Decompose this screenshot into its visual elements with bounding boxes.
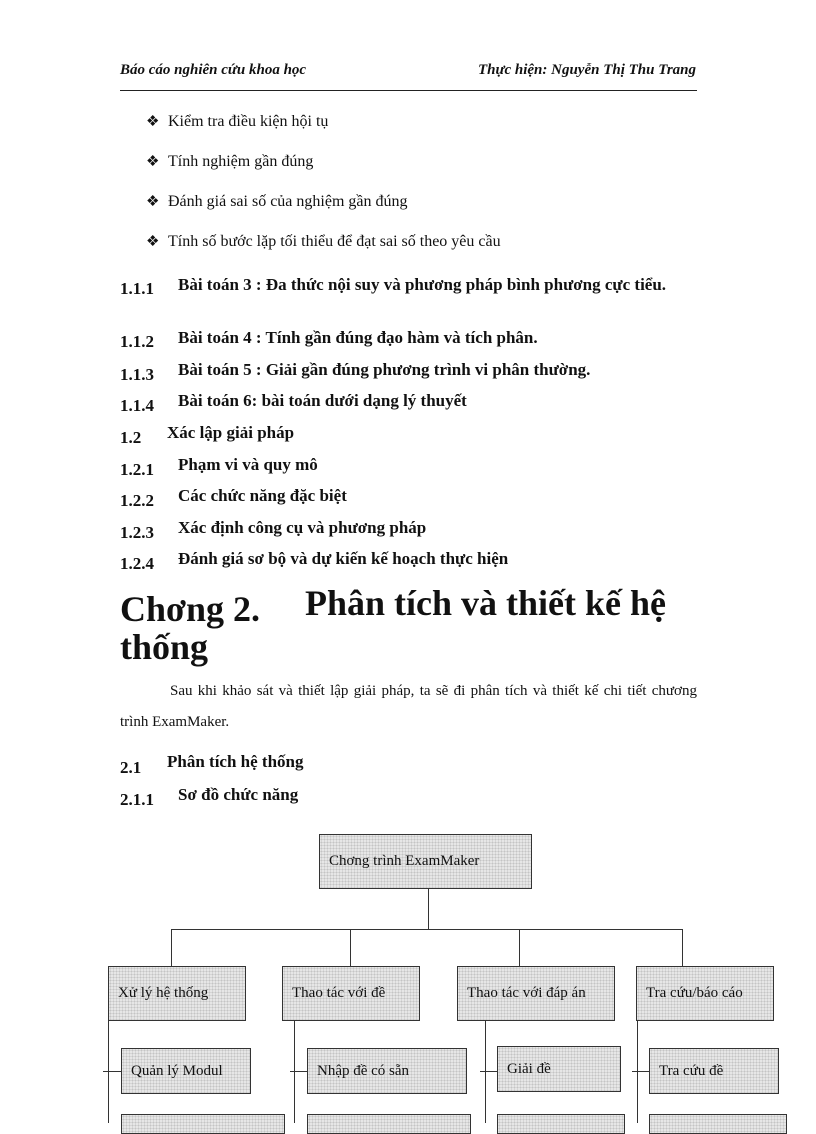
diagram-child-node: Quản lý Modul (121, 1048, 251, 1094)
heading-number: 1.2.3 (120, 523, 154, 542)
diagram-child-node (497, 1114, 625, 1134)
bullet-item (146, 152, 313, 171)
diagram-connector (480, 1071, 498, 1072)
diagram-connector (294, 1021, 295, 1123)
diagram-connector (103, 1071, 121, 1072)
header-left-title: Báo cáo nghiên cứu khoa học (120, 62, 307, 78)
diagram-connector (519, 929, 520, 966)
heading-number: 1.1.1 (120, 279, 154, 298)
diagram-connector (637, 1021, 638, 1123)
header-right-author: Thực hiện: Nguyễn Thị Thu Trang (477, 62, 696, 78)
diagram-connector (485, 1021, 486, 1123)
section-title: Phân tích hệ thống (167, 752, 304, 771)
diagram-branch-node: Tra cứu/báo cáo (636, 966, 774, 1021)
diamond-bullet-icon: ❖ (146, 194, 160, 210)
bullet-item (146, 112, 328, 131)
bullet-text: Kiểm tra điều kiện hội tụ (168, 113, 329, 130)
heading-number: 1.1.3 (120, 365, 154, 384)
bullet-text: Tính nghiệm gần đúng (168, 153, 314, 170)
heading-title: Bài toán 4 : Tính gần đúng đạo hàm và tích phân. (178, 328, 538, 347)
section-number: 2.1.1 (120, 790, 154, 809)
section-title: Sơ đồ chức năng (178, 785, 299, 804)
heading-number: 1.1.4 (120, 396, 154, 415)
bullet-item (146, 232, 501, 251)
diagram-root-node: Chơng trình ExamMaker (319, 834, 532, 889)
chapter-number: Chơng 2. (120, 589, 260, 629)
heading-title: Bài toán 6: bài toán dưới dạng lý thuyết (178, 391, 467, 410)
chapter-title-continued: thống (120, 627, 209, 667)
diamond-bullet-icon: ❖ (146, 154, 160, 170)
diagram-connector (171, 929, 682, 930)
diagram-connector (171, 929, 172, 966)
heading-number: 1.1.2 (120, 332, 154, 351)
diagram-connector (682, 929, 683, 966)
diagram-connector (108, 1021, 109, 1123)
heading-title: Bài toán 5 : Giải gần đúng phương trình vi phân thường. (178, 360, 591, 379)
bullet-text: Đánh giá sai số của nghiệm gần đúng (168, 193, 408, 210)
diagram-connector (350, 929, 351, 966)
heading-number: 1.2.1 (120, 460, 154, 479)
section-number: 2.1 (120, 758, 142, 777)
heading-number: 1.2.4 (120, 554, 154, 573)
diagram-connector (632, 1071, 649, 1072)
heading-title: Xác lập giải pháp (167, 423, 295, 442)
diagram-connector (290, 1071, 308, 1072)
header-divider (120, 90, 697, 91)
heading-title: Các chức năng đặc biệt (178, 486, 347, 505)
heading-number: 1.2 (120, 428, 142, 447)
diagram-branch-node: Thao tác với đáp án (457, 966, 615, 1021)
diagram-child-node: Nhập đề có sẵn (307, 1048, 467, 1094)
diagram-branch-node: Thao tác với đề (282, 966, 420, 1021)
diagram-child-node (649, 1114, 787, 1134)
diamond-bullet-icon: ❖ (146, 234, 160, 250)
bullet-item (146, 192, 408, 211)
diagram-connector (428, 889, 429, 929)
diamond-bullet-icon: ❖ (146, 114, 160, 130)
diagram-child-node: Tra cứu đề (649, 1048, 779, 1094)
diagram-child-node: Giải đề (497, 1046, 621, 1092)
heading-title: Phạm vi và quy mô (178, 455, 318, 474)
heading-title: Xác định công cụ và phương pháp (178, 518, 427, 537)
chapter-title: Phân tích và thiết kế hệ (305, 583, 667, 623)
heading-title: Bài toán 3 : Đa thức nội suy và phương pháp bình phương cực tiểu. (178, 275, 667, 294)
diagram-child-node (121, 1114, 285, 1134)
intro-paragraph: Sau khi khảo sát và thiết lập giải pháp, ta sẽ đi phân tích và thiết kế chi tiết chương trình ExamMaker. (120, 683, 697, 730)
bullet-text: Tính số bước lặp tối thiểu để đạt sai số theo yêu cầu (168, 233, 501, 250)
diagram-branch-node: Xử lý hệ thống (108, 966, 246, 1021)
heading-title: Đánh giá sơ bộ và dự kiến kế hoạch thực hiện (178, 549, 509, 568)
heading-number: 1.2.2 (120, 491, 154, 510)
diagram-child-node (307, 1114, 471, 1134)
